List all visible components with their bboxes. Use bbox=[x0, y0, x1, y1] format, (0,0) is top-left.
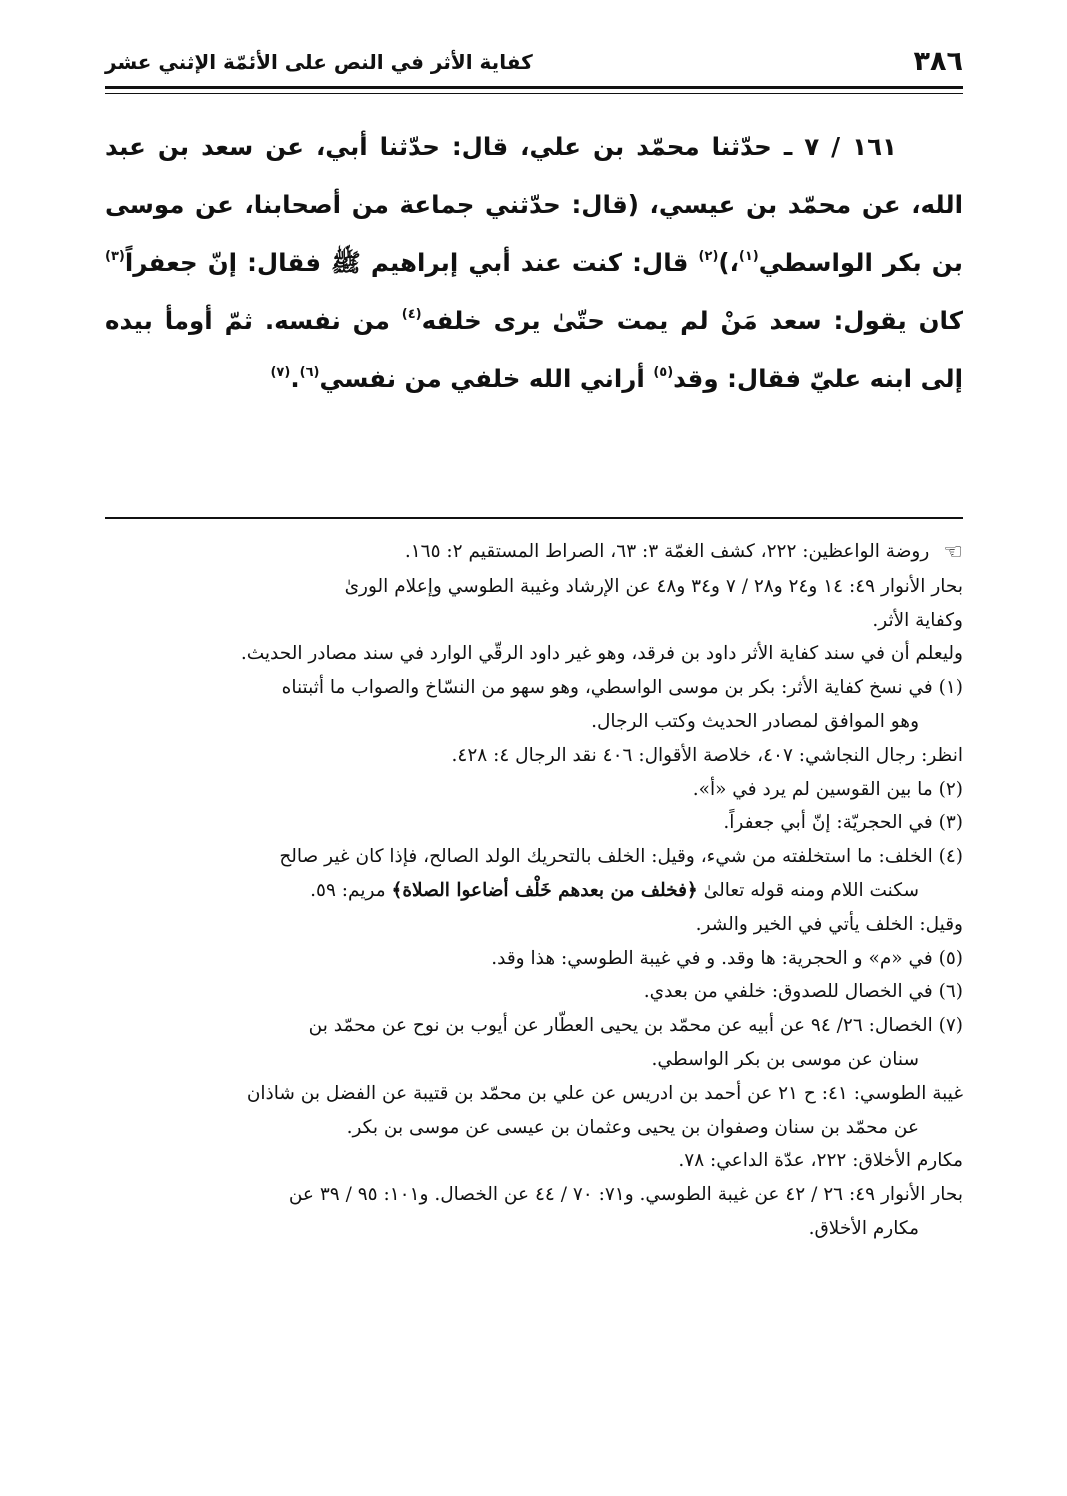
header-rule-thin bbox=[105, 93, 963, 94]
hadith-segment: كان يقول: سعد مَنْ لم يمت حتّىٰ يرى خلفه bbox=[421, 306, 963, 335]
footnote-ref-7: (٧) bbox=[270, 365, 291, 380]
footnote-line: وليعلم أن في سند كفاية الأثر داود بن فرقد، وهو غير داود الرقّي الوارد في سند مصادر الحديث. bbox=[240, 643, 963, 665]
pointing-hand-icon: ☜ bbox=[943, 540, 963, 565]
footnote-2: (٢) ما بين القوسين لم يرد في «أ». bbox=[692, 778, 963, 800]
footnote-separator bbox=[105, 517, 963, 519]
footnote-ref-4: (٤) bbox=[401, 307, 422, 322]
footnote-ref-3: (٣) bbox=[105, 249, 125, 264]
hadith-segment: قال: كنت عند أبي إبراهيم ﷺ فقال: إنّ جعفراً bbox=[124, 248, 699, 277]
hadith-segment: . bbox=[290, 364, 300, 393]
footnote-line: وكفاية الأثر. bbox=[872, 609, 963, 631]
footnote-5: (٥) في «م» و الحجرية: ها وقد. و في غيبة الطوسي: هذا وقد. bbox=[491, 947, 963, 969]
footnote-line: وقيل: الخلف يأتي في الخير والشر. bbox=[695, 913, 963, 935]
header-rule-thick bbox=[105, 86, 963, 89]
footnote-text: سكنت اللام ومنه قوله تعالىٰ bbox=[697, 879, 919, 901]
footnote-7: (٧) الخصال: ٢٦/ ٩٤ عن أبيه عن محمّد بن يحيى العطّار عن أيوب بن نوح عن محمّد بن bbox=[308, 1015, 963, 1037]
footnote-line: غيبة الطوسي: ٤١: ح ٢١ عن أحمد بن ادريس عن علي بن محمّد بن قتيبة عن الفضل بن شاذان bbox=[246, 1082, 963, 1104]
footnote-text: مريم: ٥٩. bbox=[310, 879, 392, 901]
footnote-text: روضة الواعظين: ٢٢٢، كشف الغمّة ٣: ٦٣، الصراط المستقيم ٢: ١٦٥. bbox=[404, 541, 930, 562]
page-header bbox=[105, 44, 963, 84]
footnote-3: (٣) في الحجريّة: إنّ أبي جعفراً. bbox=[723, 812, 963, 834]
footnote-line: بحار الأنوار ٤٩: ١٤ و٢٤ و٢٨ / ٧ و٣٤ و٤٨ عن الإرشاد وغيبة الطوسي وإعلام الورىٰ bbox=[344, 575, 963, 597]
footnote-ref-1: (١) bbox=[738, 249, 759, 264]
page-number: ٣٨٦ bbox=[913, 46, 963, 77]
footnote-line: وهو الموافق لمصادر الحديث وكتب الرجال. bbox=[591, 710, 919, 732]
footnote-line: سنان عن موسى بن بكر الواسطي. bbox=[651, 1048, 919, 1070]
footnote-line: بحار الأنوار ٤٩: ٢٦ / ٤٢ عن غيبة الطوسي. و٧١: ٧٠ / ٤٤ عن الخصال. و١٠١: ٩٥ / ٣٩ عن bbox=[288, 1184, 963, 1206]
footnote-ref-2: (٢) bbox=[698, 249, 719, 264]
hadith-segment: ١٦١ / ٧ ـ حدّثنا محمّد بن علي، قال: حدّثنا أبي، عن سعد بن عبد الله، عن محمّد بن عيسي، (قال: حدّثني جماعة من أصحابنا، عن موسى بن بكر الواسطي bbox=[105, 132, 963, 277]
footnote-6: (٦) في الخصال للصدوق: خلفي من بعدي. bbox=[643, 981, 963, 1003]
footnote-line: انظر: رجال النجاشي: ٤٠٧، خلاصة الأقوال: ٤٠٦ نقد الرجال ٤: ٤٢٨. bbox=[451, 744, 963, 766]
footnote-line: مكارم الأخلاق. bbox=[808, 1217, 919, 1239]
footnote-4: (٤) الخلف: ما استخلفته من شيء، وقيل: الخلف بالتحريك الولد الصالح، فإذا كان غير صالح bbox=[279, 846, 963, 868]
quran-quote: ﴿فخلف من بعدهم خَلْف أضاعوا الصلاة﴾ bbox=[391, 879, 698, 901]
footnote-1: (١) في نسخ كفاية الأثر: بكر بن موسى الواسطي، وهو سهو من النسّاخ والصواب ما أثبتناه bbox=[281, 677, 963, 699]
footnote-ref-6: (٦) bbox=[299, 365, 320, 380]
hadith-text bbox=[105, 118, 963, 408]
footnote-line bbox=[105, 874, 963, 908]
footnote-line bbox=[105, 535, 963, 570]
footnote-ref-5: (٥) bbox=[653, 365, 674, 380]
footnotes bbox=[105, 535, 963, 1246]
footnote-line: مكارم الأخلاق: ٢٢٢، عدّة الداعي: ٧٨. bbox=[678, 1150, 963, 1172]
hadith-segment: أراني الله خلفي من نفسي bbox=[319, 364, 654, 393]
hadith-paragraph bbox=[105, 118, 963, 408]
running-title: كفاية الأثر في النص على الأئمّة الإثني عشر bbox=[105, 50, 533, 74]
hadith-segment: ،) bbox=[718, 248, 739, 277]
hadith-segment: من نفسه. ثمّ أومأ بيده إلى ابنه عليّ فقال: وقد bbox=[105, 306, 963, 393]
footnote-line: عن محمّد بن سنان وصفوان بن يحيى وعثمان بن عيسى عن موسى بن بكر. bbox=[346, 1116, 919, 1138]
